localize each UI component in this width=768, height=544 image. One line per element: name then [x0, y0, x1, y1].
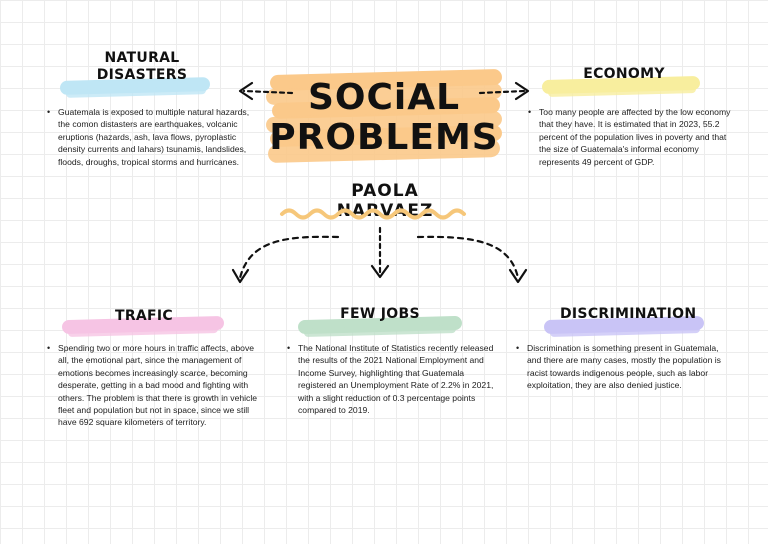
- arrow-to-natural: [244, 91, 292, 93]
- economy-heading: ECONOMY: [583, 66, 665, 82]
- arrow-to-economy: [480, 91, 524, 93]
- few-jobs-heading: FEW JOBS: [340, 306, 420, 322]
- natural-disasters-heading: NATURAL DISASTERS: [96, 50, 188, 83]
- economy-text: • Too many people are affected by the low economy that they have. It is estimated that in 2023, 55.2 percent of the population lives in poverty and that the size of Guatemala's informal economy represents 49 percent of GDP.: [528, 106, 739, 168]
- trafic-heading: TRAFIC: [114, 308, 173, 324]
- natural-disasters-text: • Guatemala is exposed to multiple natural hazards, the comon distasters are earthquakes, volcanic eruptions (hazards, ash, lava flows, pyroplastic density currents and lahars) tsunamis, landslides, floods, droughs, tropical storms and hurricanes.: [47, 106, 258, 168]
- arrow-to-trafic: [240, 237, 338, 278]
- title-line-2: PROBLEMS: [269, 117, 499, 158]
- discrimination-heading: DISCRIMINATION: [560, 306, 697, 322]
- trafic-text: • Spending two or more hours in traffic affects, above all, the emotional part, since the management of emotions becomes increasingly scarce, becoming desperate, getting in a bad mood and fighting with others. The problem is that there is growth in vehicle fleet and population but not in space, since we still have 692 square kilometers of territory.: [47, 342, 258, 429]
- arrow-to-discrimination: [418, 237, 518, 278]
- author-name: PAOLA NARVAEZ: [336, 181, 434, 221]
- title-line-1: SOCiAL: [307, 77, 461, 118]
- author-underline: [282, 211, 464, 218]
- discrimination-text: • Discrimination is something present in Guatemala, and there are many cases, mostly the population is racist towards indigenous people, such as labor exploitation, they are also denied justice.: [516, 342, 733, 392]
- few-jobs-text: • The National Institute of Statistics recently released the results of the 2021 National Employment and Income Survey, highlighting that Guatemala registered an Unemployment Rate of 2.2% in 2021, with a slight reduction of 0.3 percentage points compared to 2019.: [287, 342, 498, 416]
